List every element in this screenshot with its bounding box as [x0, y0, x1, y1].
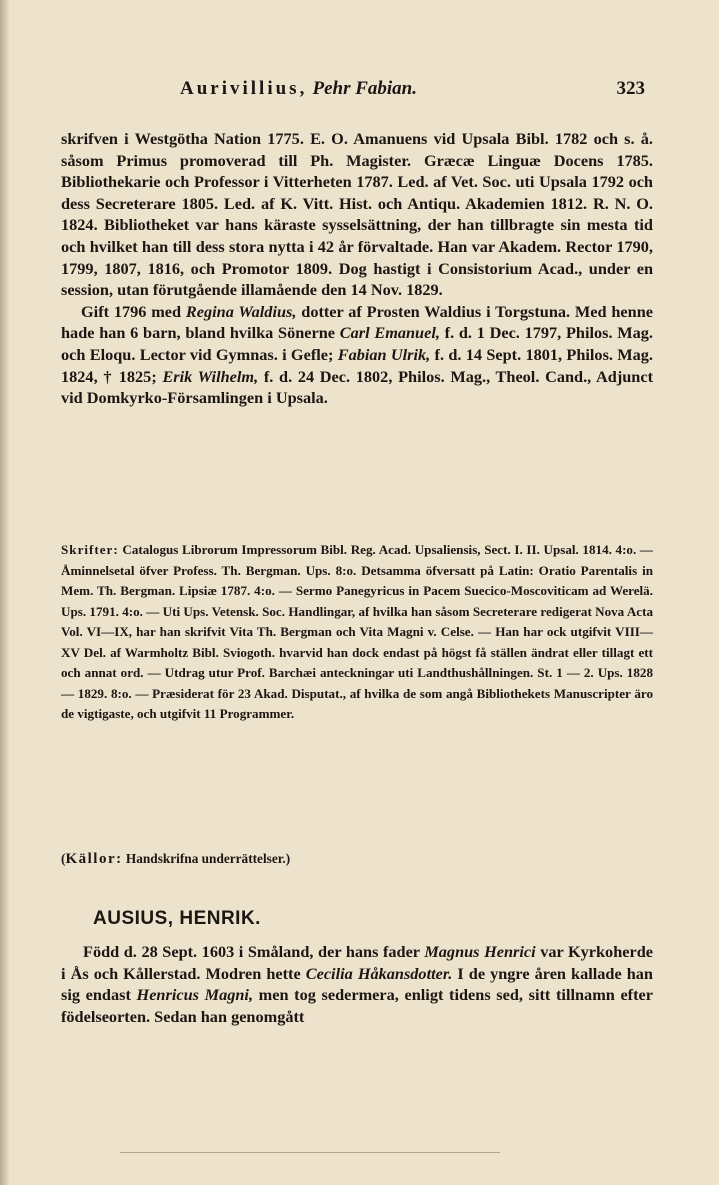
sources-open-paren: ( [61, 851, 66, 866]
text-run: I de yngre åren kallade han sig endast [61, 963, 653, 1005]
running-head [180, 78, 417, 100]
text-run: f. d. 1 Dec. 1797, Philos. Mag. och Eloqu. Lector vid Gymnas. i Gefle; [61, 323, 653, 364]
text-run: Född d. 28 Sept. 1603 i Småland, der hans fader [83, 942, 425, 961]
writings-section [61, 540, 653, 725]
text-run: Gift 1796 med [81, 301, 186, 321]
person-name: Erik Wilhelm, [162, 366, 259, 386]
writings-paragraph [61, 540, 653, 725]
writings-text: Catalogus Librorum Impressorum Bibl. Reg. Acad. Upsaliensis, Sect. I. II. Upsal. 1814. 4:o. — Åminnelsetal öfver Profess. Th. Bergman. Ups. 8:o. Detsamma öfversatt på Latin: Oratio Parentalis in Mem. Th. Bergman. Lipsiæ 1787. 4:o. — Sermo Panegyricus in Pacem Suecico-Moscoviticam ad Werelä. Ups. 1791. 4:o. — Uti Ups. Vetensk. Soc. Handlingar, af hvilka han såsom Secreterare redigerat Nova Acta Vol. VI—IX, har han skrifvit Vita Th. Bergman och Vita Magni v. Celse. — Han har ock utgifvit VIII—XV Del. af Warmholtz Bibl. Sviogoth. hvarvid han dock endast på högst få ställen ändrat eller tillagt ett och annat ord. — Utdrag utur Prof. Barchæi anteckningar uti Landthushållningen. St. 1 — 2. Ups. 1828 — 1829. 8:o. — Præsiderat för 23 Akad. Disputat., af hvilka de som angå Bibliothekets Manuscripter äro de vigtigaste, och utgifvit 11 Programmer. [61, 542, 653, 721]
person-name: Cecilia Håkansdotter. [305, 963, 453, 983]
writings-label: Skrifter: [61, 542, 119, 557]
sources-text: Handskrifna underrättelser.) [122, 851, 291, 866]
person-name: Carl Emanuel, [339, 323, 440, 343]
entry-paragraph-family [61, 301, 653, 409]
page-number: 323 [616, 78, 645, 99]
bottom-rule [120, 1152, 500, 1153]
text-run: f. d. 24 Dec. 1802, Philos. Mag., Theol. Cand., Adjunct vid Domkyrko-Församlingen i Upsala. [61, 366, 654, 408]
entry-paragraph-birth [61, 941, 653, 1027]
entry-aurivillius [61, 128, 653, 409]
person-name: Regina Waldius, [185, 301, 297, 321]
sources-label: Källor: [65, 851, 123, 867]
entry-heading-ausius: AUSIUS, HENRIK. [93, 908, 261, 929]
entry-ausius [61, 941, 653, 1027]
running-head-given-name: Pehr Fabian. [312, 78, 418, 99]
text-run: var Kyrkoherde i Ås och Kållerstad. Modren hette [61, 942, 653, 983]
page-gutter [0, 0, 10, 1185]
running-head-surname: Aurivillius, [180, 78, 308, 99]
text-run: men tog sedermera, enligt tidens sed, sitt tillnamn efter födelseorten. Sedan han genomgått [61, 985, 653, 1026]
person-name: Henricus Magni, [136, 985, 254, 1005]
entry-paragraph-career [61, 128, 653, 301]
text-run: f. d. 14 Sept. 1801, Philos. Mag. 1824, † 1825; [61, 344, 653, 386]
page-header [110, 78, 655, 108]
sources-section [61, 849, 653, 869]
text-run: dotter af Prosten Waldius i Torgstuna. Med henne hade han 6 barn, bland hvilka Sönerne [61, 301, 653, 343]
career-text: skrifven i Westgötha Nation 1775. E. O. Amanuens vid Upsala Bibl. 1782 och s. å. såsom Primus promoverad till Ph. Magister. Græcæ Linguæ Docens 1785. Bibliothekarie och Professor i Vitterheten 1787. Led. af Vet. Soc. uti Upsala 1792 och dess Secreterare 1805. Led. af K. Vitt. Hist. och Antiqu. Akademien 1812. R. N. O. 1824. Bibliotheket var hans käraste sysselsättning, der han tillbragte sin mesta tid och hvilket han till dess stora nytta i 42 år förvaltade. Han var Akadem. Rector 1790, 1799, 1807, 1816, och Promotor 1809. Dog hastigt i Consistorium Acad., under en session, utan förutgående illamående den 14 Nov. 1829. [61, 129, 653, 300]
person-name: Magnus Henrici [424, 942, 536, 961]
person-name: Fabian Ulrik, [337, 344, 431, 364]
